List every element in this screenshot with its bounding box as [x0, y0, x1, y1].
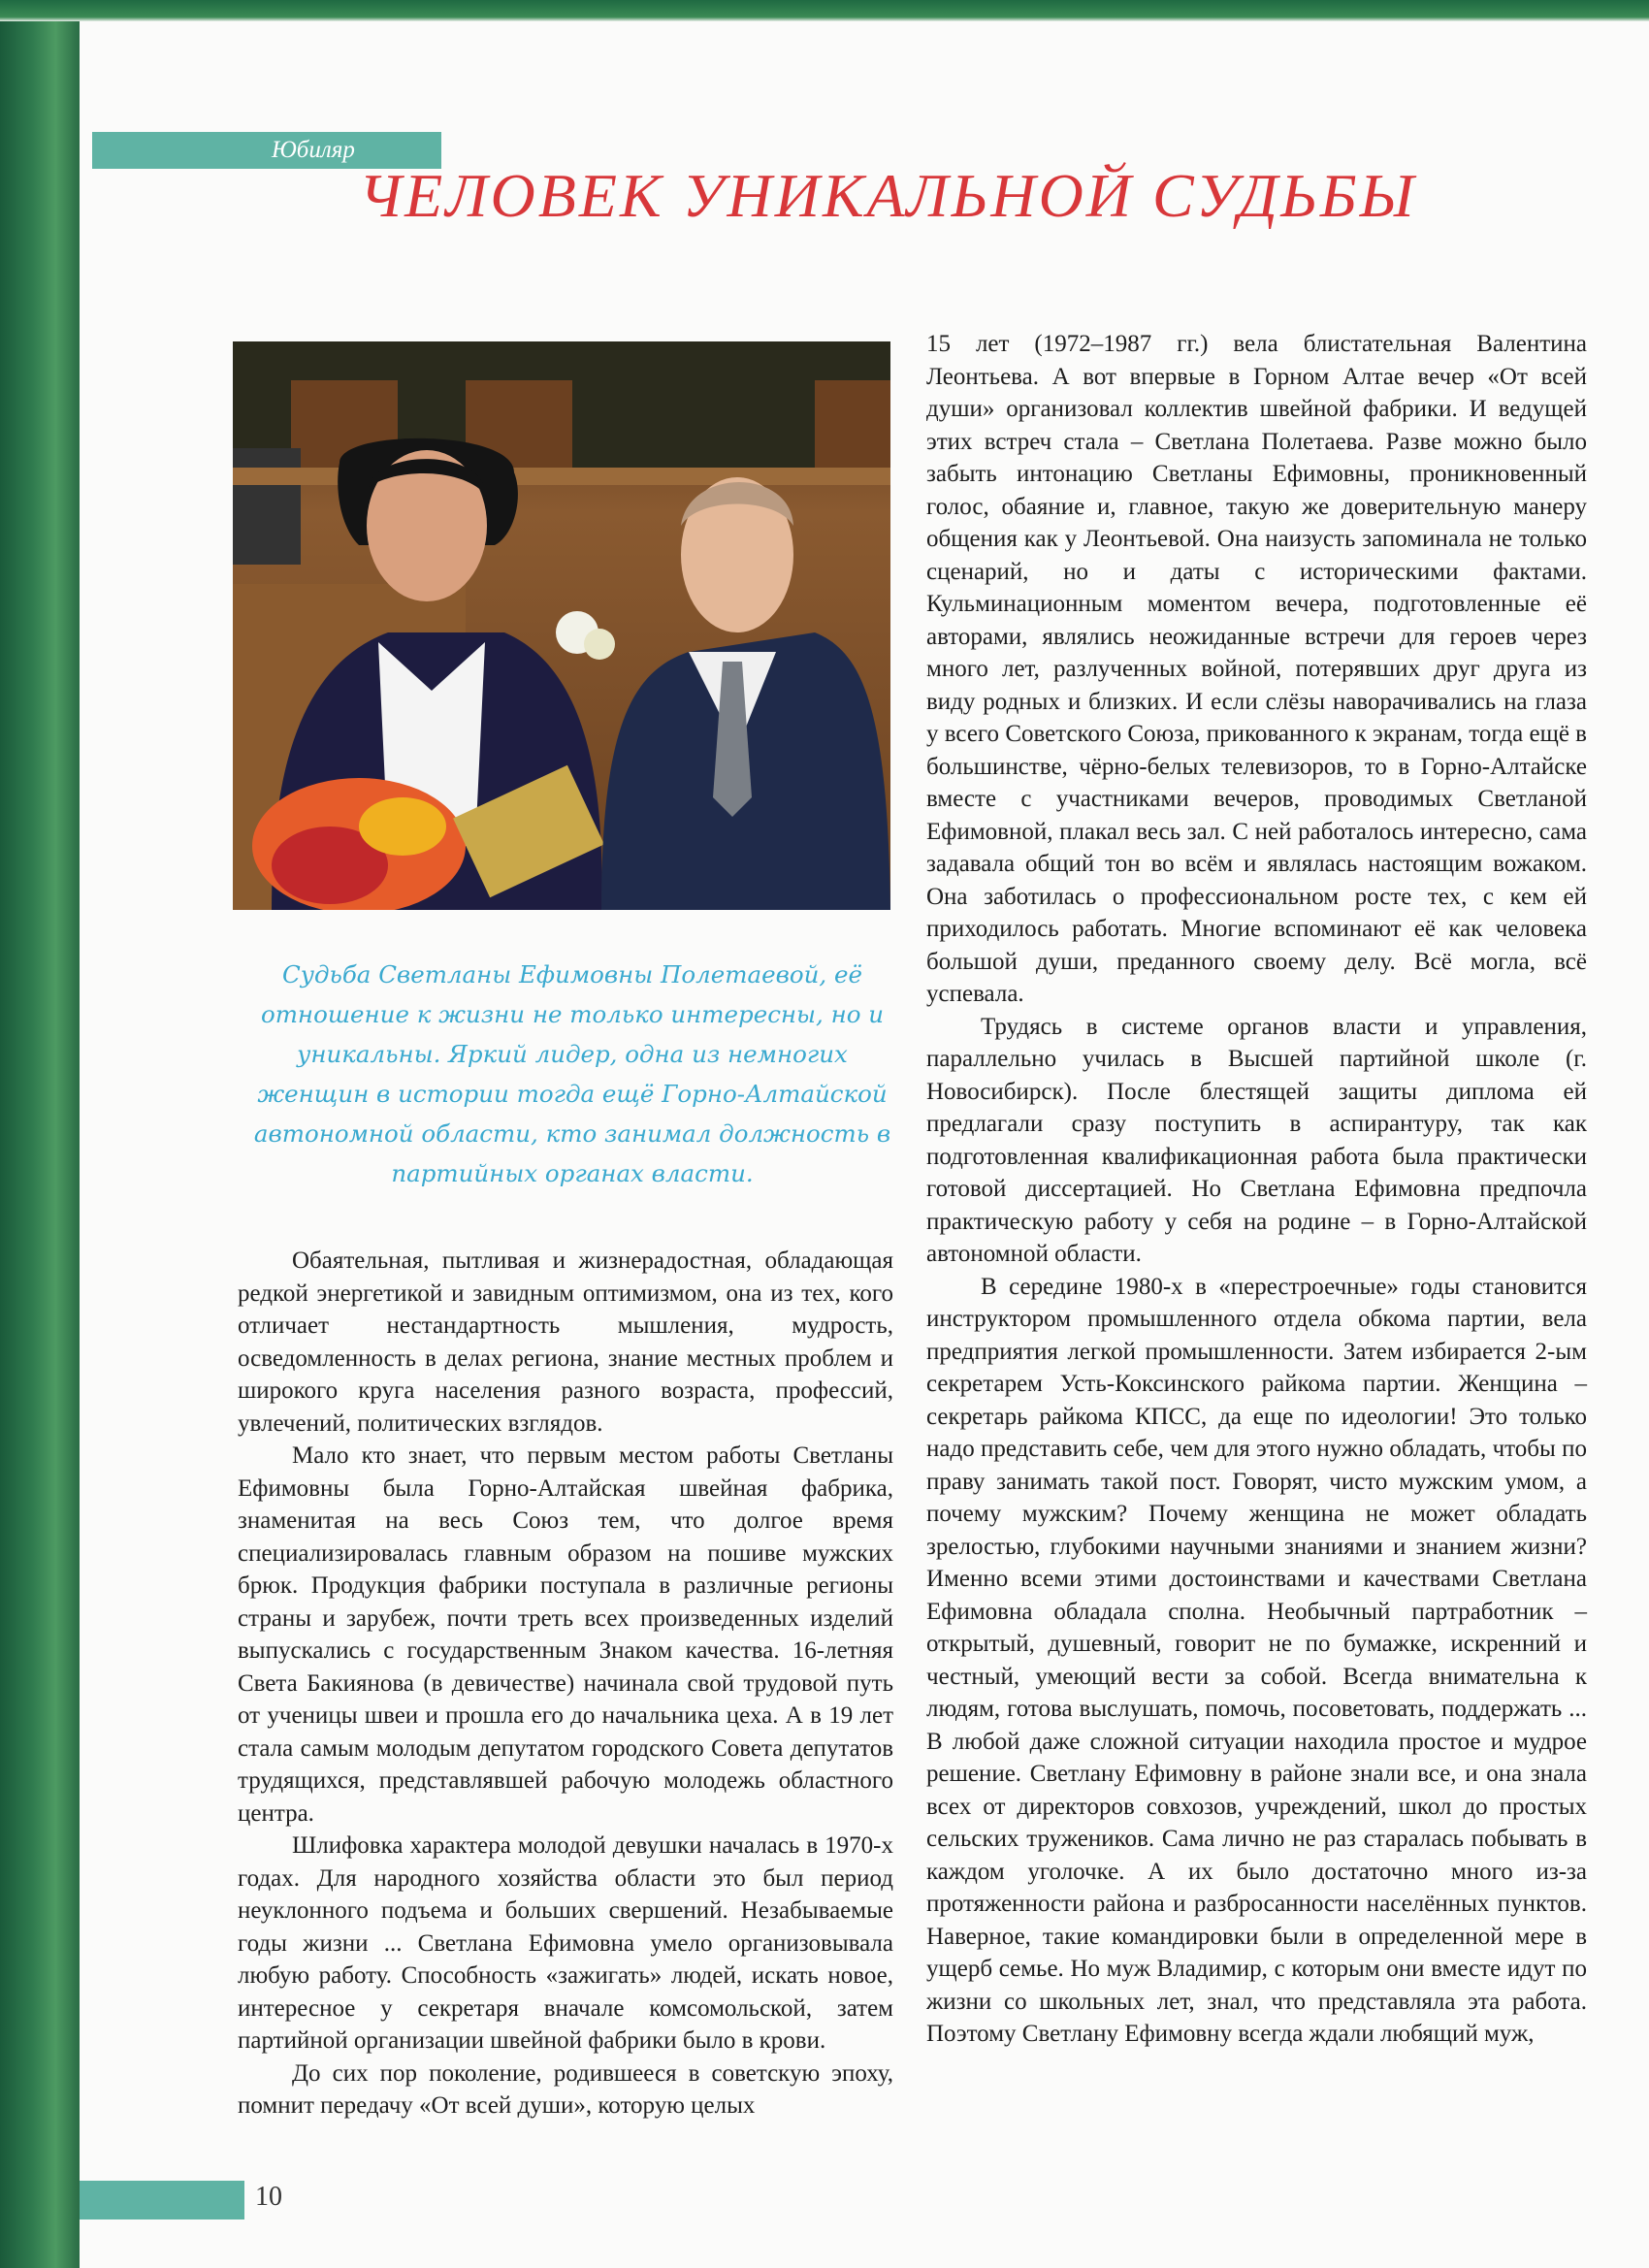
page-number: 10	[255, 2182, 282, 2212]
paragraph: Трудясь в системе органов власти и управления, параллельно училась в Высшей партийной школе (г. Новосибирск). После блестящей защиты диплома ей предлагали сразу поступить в аспирантуру, так как подготовленная квалификационная работа была практически готовой диссертацией. Но Светлана Ефимовна предпочла практическую работу у себя на родине – в Горно-Алтайской автономной области.	[926, 1013, 1587, 1267]
paragraph: До сих пор поколение, родившееся в советскую эпоху, помнит передачу «От всей души», которую целых	[238, 2059, 893, 2119]
rubric-label: Юбиляр	[272, 137, 355, 163]
photo-icon	[233, 341, 890, 910]
paragraph: Мало кто знает, что первым местом работы Светланы Ефимовны была Горно-Алтайская швейная фабрика, знаменитая на весь Союз тем, что долгое время специализировалась главным образом на пошиве мужских брюк. Продукция фабрики поступала в различные регионы страны и зарубеж, почти треть всех произведенных изделий выпускались с государственным Знаком качества. 16-летняя Света Бакиянова (в девичестве) начинала свой трудовой путь от ученицы швеи и прошла его до начальника цеха. А в 19 лет стала самым молодым депутатом городского Совета депутатов трудящихся, представлявшей рабочую молодежь областного центра.	[238, 1442, 893, 1827]
right-column	[926, 328, 1587, 2051]
footer-bar	[80, 2181, 244, 2219]
left-green-border	[0, 0, 80, 2268]
article-photo	[233, 341, 890, 910]
paragraph: В середине 1980-х в «перестроечные» годы становится инструктором промышленного отдела обкома партии, вела предприятия легкой промышленности. Затем избирается 2-ым секретарем Усть-Коксинского райкома партии. Женщина – секретарь райкома КПСС, да еще по идеологии! Это только надо представить себе, чем для этого нужно обладать, чтобы по праву занимать такой пост. Говорят, чисто мужским умом, а почему мужским? Почему женщина не может обладать зрелостью, глубокими научными знаниями и знанием жизни? Именно всеми этими достоинствами и качествами Светлана Ефимовна обладала сполна. Необычный партработник – открытый, душевный, говорит не по бумажке, искренний и честный, умеющий вести за собой. Всегда внимательна к людям, готова выслушать, помочь, посоветовать, поддержать ... В любой даже сложной ситуации находила простое и мудрое решение. Светлану Ефимовну в районе знали все, и она знала всех от директоров совхозов, учреждений, школ до простых сельских тружеников. Сама лично не раз старалась побывать в каждом уголочке. А их было достаточно много из-за протяженности района и разбросанности населённых пунктов. Наверное, такие командировки были в определенной мере в ущерб семье. Но муж Владимир, с которым они вместе идут по жизни со школьных лет, знал, что представляла эта работа. Поэтому Светлану Ефимовну всегда ждали любящий муж,	[926, 1273, 1587, 2047]
paragraph: 15 лет (1972–1987 гг.) вела блистательная Валентина Леонтьева. А вот впервые в Горном Алтае вечер «От всей души» организовал коллектив швейной фабрики. И ведущей этих встреч стала – Светлана Полетаева. Разве можно было забыть интонацию Светланы Ефимовны, проникновенный голос, обаяние и, главное, такую же доверительную манеру общения как у Леонтьевой. Она наизусть запоминала не только сценарий, но и даты с историческими фактами. Кульминационным моментом вечера, подготовленные её авторами, являлись неожиданные встречи для героев через много лет, разлученных войной, потерявших друг друга из виду родных и близких. И если слёзы наворачивались на глаза у всего Советского Союза, прикованного к экранам, тогда ещё в большинстве, чёрно-белых телевизоров, то в Горно-Алтайске вместе с участниками вечеров, проводимых Светланой Ефимовной, плакал весь зал. С ней работалось интересно, сама задавала общий тон во всём и являлась настоящим вожаком. Она заботилась о профессиональном росте тех, с кем ей приходилось работать. Многие вспоминают её как человека большой души, преданного своему делу. Всё могла, всё успевала.	[926, 331, 1587, 1007]
paragraph: Шлифовка характера молодой девушки началась в 1970-х годах. Для народного хозяйства области это был период неуклонного подъема и больших свершений. Незабываемые годы жизни ... Светлана Ефимовна умело организовывала любую работу. Способность «зажигать» людей, искать новое, интересное у секретаря вначале комсомольской, затем партийной организации швейной фабрики было в крови.	[238, 1832, 893, 2054]
paragraph: Обаятельная, пытливая и жизнерадостная, обладающая редкой энергетикой и завидным оптимизмом, она из тех, кого отличает нестандартность мышления, мудрость, осведомленность в делах региона, знание местных проблем и широкого круга населения разного возраста, профессий, увлечений, политических взглядов.	[238, 1247, 893, 1437]
lead-paragraph: Судьба Светланы Ефимовны Полетаевой, её отношение к жизни не только интересны, но и уникальны. Яркий лидер, одна из немногих женщин в истории тогда ещё Горно-Алтайской автономной области, кто занимал должность в партийных органах власти.	[253, 960, 891, 1187]
article-headline: ЧЕЛОВЕК УНИКАЛЬНОЙ СУДЬБЫ	[359, 161, 1417, 230]
top-green-border	[0, 0, 1649, 21]
left-column	[238, 1245, 893, 2122]
